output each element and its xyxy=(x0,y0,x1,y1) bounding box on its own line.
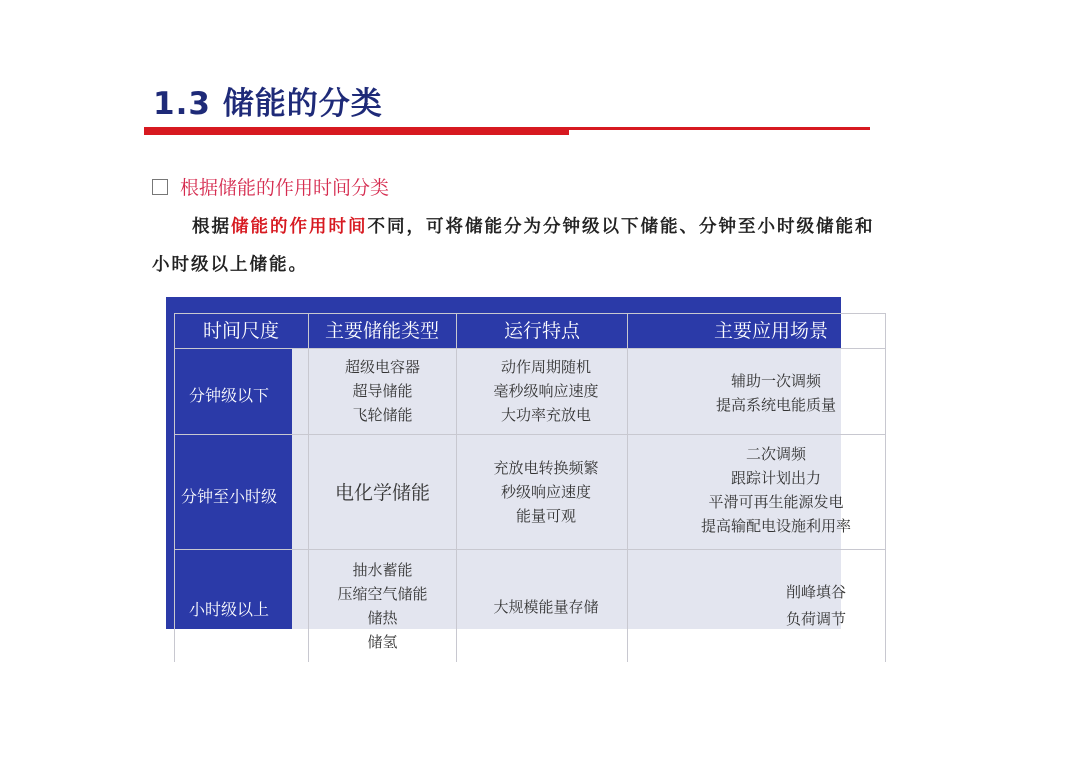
cell-features: 充放电转换频繁 秒级响应速度 能量可观 xyxy=(493,459,599,525)
cell-types: 电化学储能 xyxy=(334,482,430,504)
section-heading-text: 根据储能的作用时间分类 xyxy=(180,177,390,199)
cell-apps: 削峰填谷 负荷调节 xyxy=(785,583,846,628)
classification-table xyxy=(166,297,888,662)
checkbox-bullet-icon xyxy=(152,179,168,195)
header-time-scale: 时间尺度 xyxy=(202,320,279,342)
row-label: 分钟级以下 xyxy=(188,386,269,405)
page-title: 1.3 储能的分类 xyxy=(153,86,383,122)
cell-features: 大规模能量存储 xyxy=(493,598,599,616)
header-features: 运行特点 xyxy=(503,320,580,342)
title-underline-thin xyxy=(569,127,870,130)
header-storage-type: 主要储能类型 xyxy=(324,320,439,342)
row-label: 分钟至小时级 xyxy=(180,487,277,506)
paragraph-rest: 不同，可将储能分为分钟级以下储能、分钟至小时级储能和小时级以上储能。 xyxy=(152,217,875,275)
section-heading xyxy=(152,173,389,200)
header-applications: 主要应用场景 xyxy=(713,320,828,342)
title-underline-thick xyxy=(144,127,569,135)
row-label: 小时级以上 xyxy=(188,600,269,619)
paragraph-highlight: 储能的作用时间 xyxy=(231,217,368,237)
cell-apps: 辅助一次调频 提高系统电能质量 xyxy=(715,372,836,414)
cell-features: 动作周期随机 毫秒级响应速度 大功率充放电 xyxy=(493,358,599,424)
paragraph-prefix: 根据 xyxy=(192,217,231,237)
cell-types: 超级电容器 超导储能 飞轮储能 xyxy=(344,358,420,424)
cell-apps: 二次调频 跟踪计划出力 平滑可再生能源发电 提高输配电设施利用率 xyxy=(700,445,851,535)
intro-paragraph xyxy=(152,208,892,284)
cell-types: 抽水蓄能 压缩空气储能 储热 储氢 xyxy=(337,561,428,651)
